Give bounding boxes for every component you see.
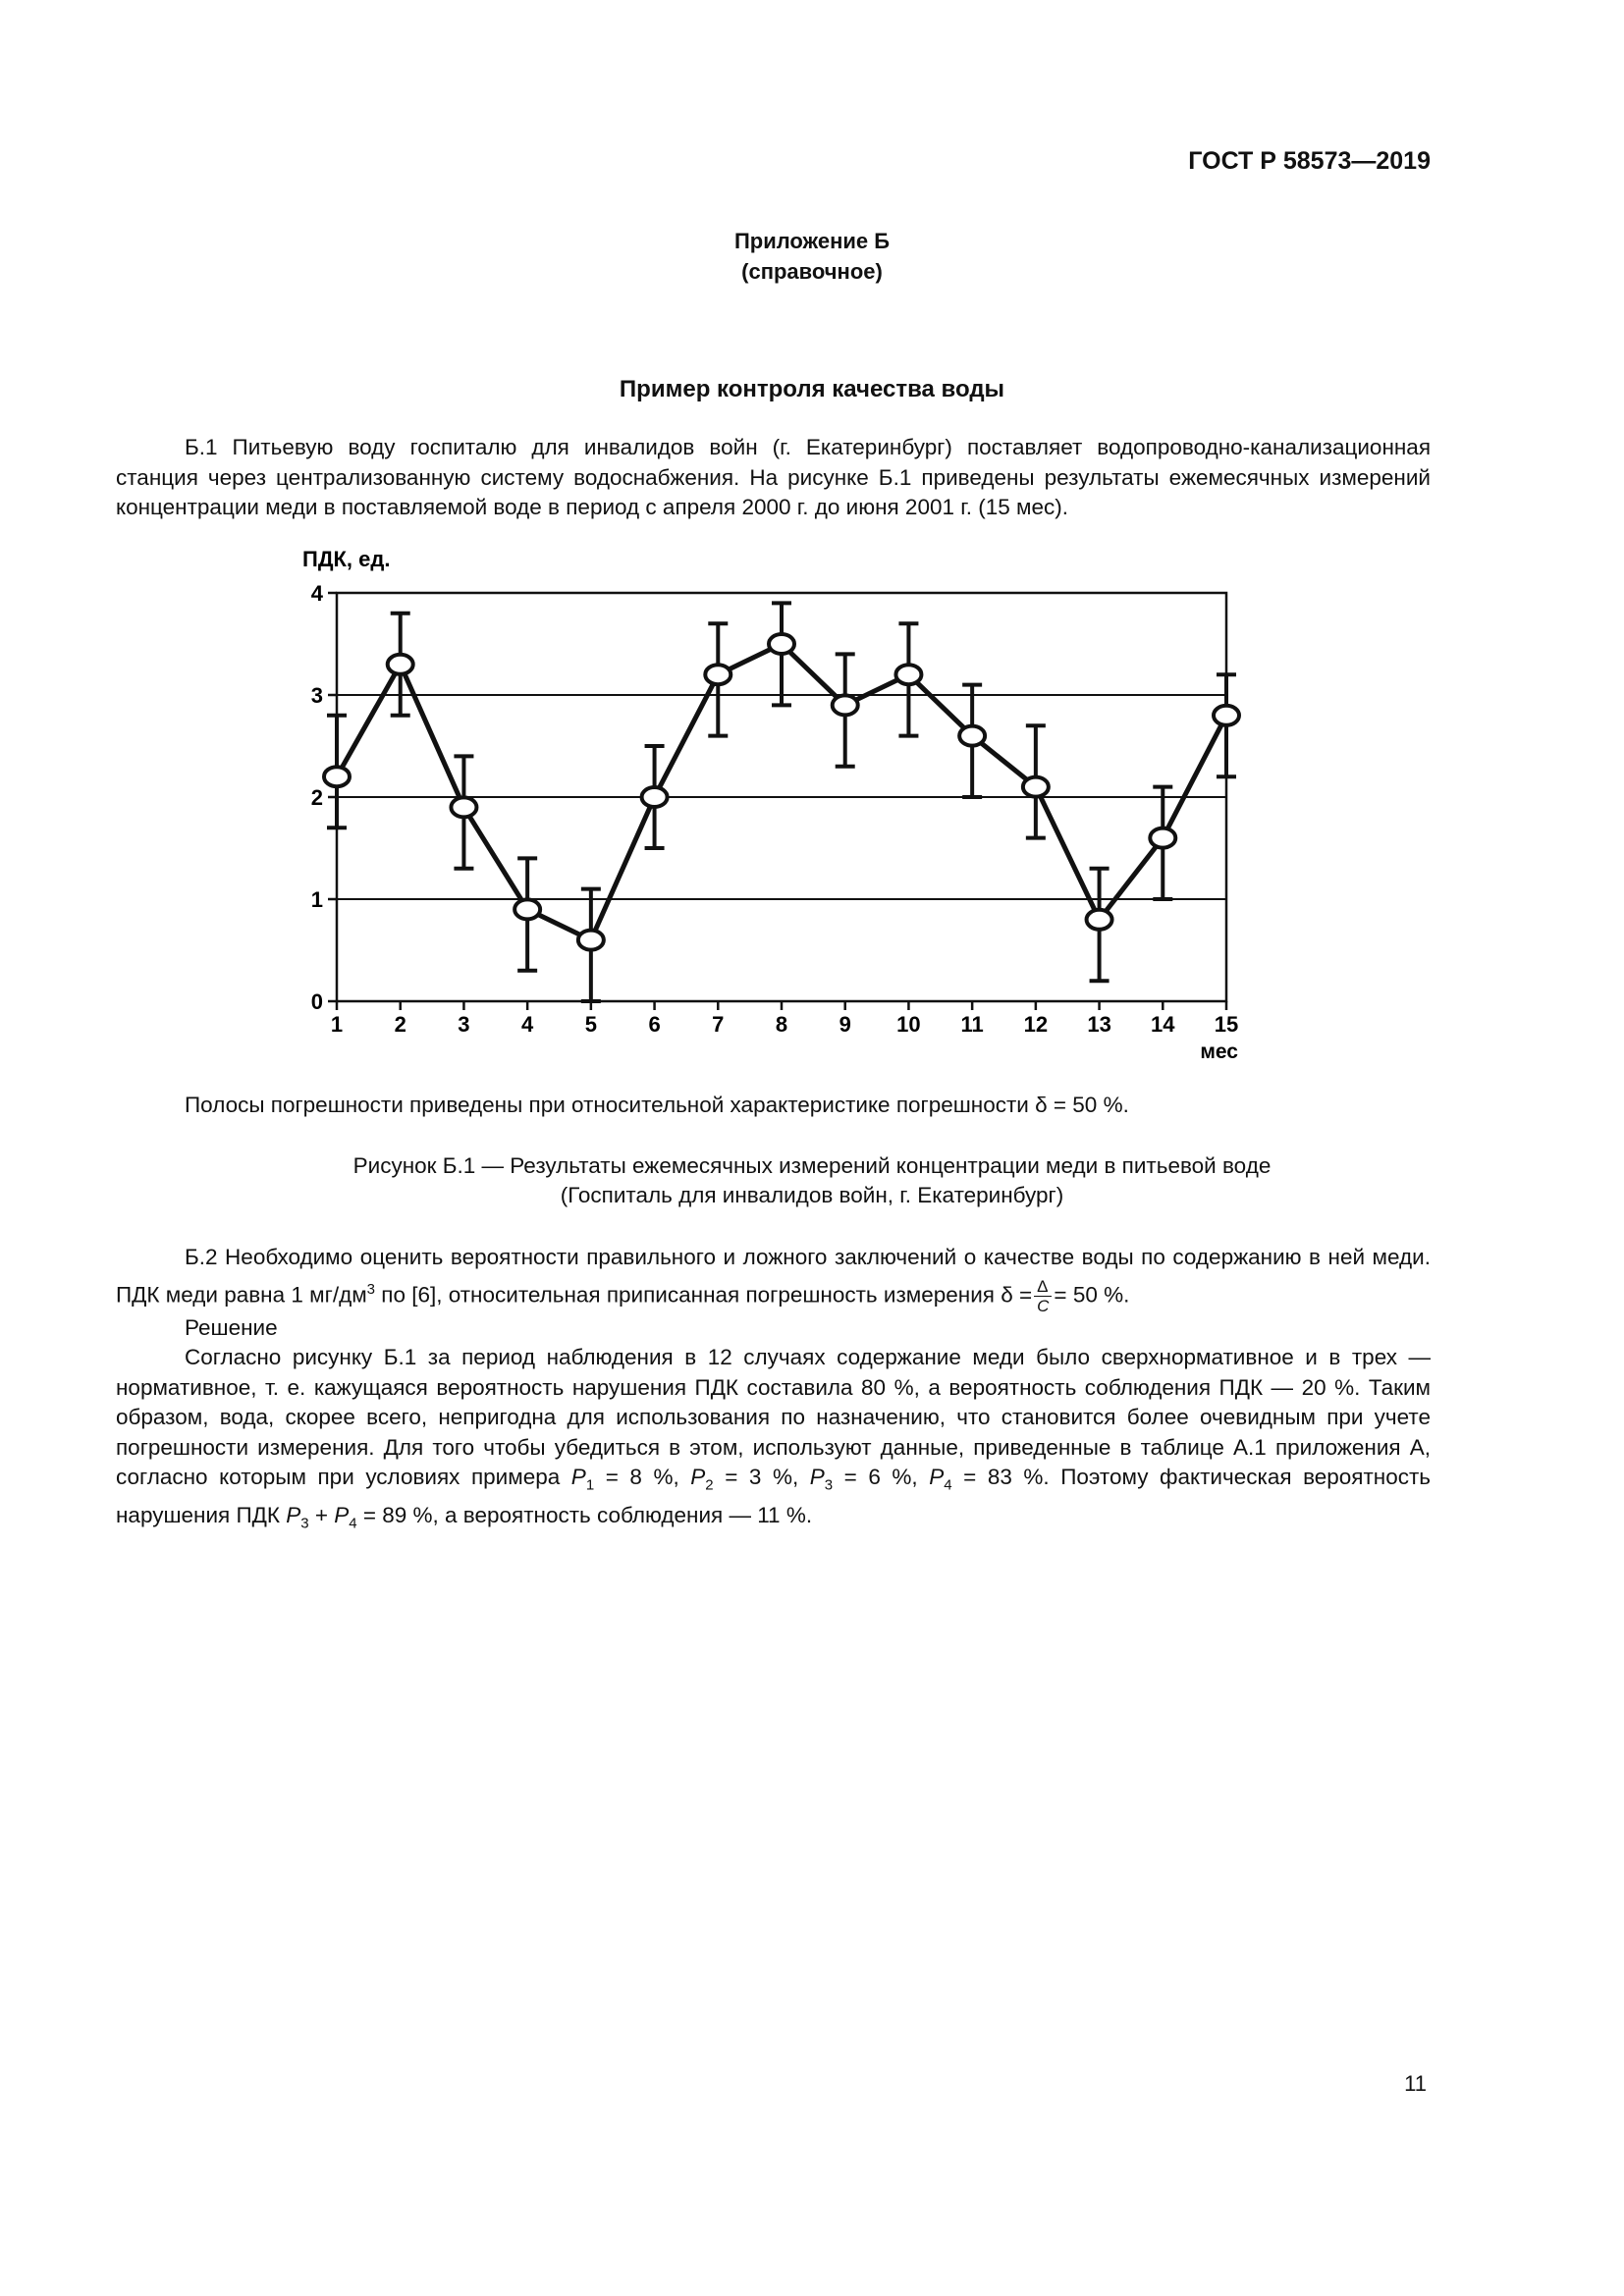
data-point xyxy=(388,655,413,674)
paragraph-b1-text: Б.1 Питьевую воду госпиталю для инвалидов войн (г. Екатеринбург) поставляет водопроводно-канализационная станция через централизованную систему водоснабжения. На рисунке Б.1 приведены результаты ежемесячных измерений концентрации меди в поставляемой воде в период с апреля 2000 г. до июня 2001 г. (15 мес). xyxy=(116,435,1431,519)
section-title: Пример контроля качества воды xyxy=(619,376,1005,402)
x-tick-label: 8 xyxy=(775,1012,788,1037)
y-tick-label: 3 xyxy=(310,683,323,708)
data-point xyxy=(895,665,921,684)
paragraph-b2-part1: Б.2 Необходимо оценить вероятности правильного и ложного заключений о качестве воды по содержанию в ней меди. ПДК меди равна 1 мг/дм xyxy=(116,1245,1431,1308)
y-tick-label: 2 xyxy=(310,785,323,810)
y-tick-label: 4 xyxy=(310,581,323,606)
data-point xyxy=(642,787,668,807)
plus-sign: + xyxy=(308,1503,335,1527)
x-tick-label: 2 xyxy=(394,1012,406,1037)
chart-xlabel: мес xyxy=(1200,1041,1238,1063)
caption-line-1: Рисунок Б.1 — Результаты ежемесячных измерений концентрации меди в питьевой воде xyxy=(352,1153,1272,1178)
x-axis-ticks xyxy=(331,1001,1238,1037)
delta-symbol: δ = xyxy=(1001,1282,1033,1308)
paragraph-b2 xyxy=(116,1241,1431,1315)
p2-value: = 3 %, xyxy=(713,1465,810,1489)
error-fraction xyxy=(1034,1277,1052,1315)
data-point xyxy=(959,726,985,746)
data-point xyxy=(833,695,858,715)
p-symbol: P xyxy=(286,1503,301,1527)
y-axis-ticks xyxy=(311,581,337,1014)
p-index: 4 xyxy=(944,1476,952,1494)
x-tick-label: 7 xyxy=(712,1012,725,1037)
x-tick-label: 4 xyxy=(521,1012,534,1037)
figure-caption xyxy=(0,1151,1624,1210)
p-index: 2 xyxy=(705,1476,714,1494)
y-tick-label: 1 xyxy=(310,887,323,912)
fraction-denominator: C xyxy=(1037,1297,1050,1316)
solution-text: Согласно рисунку Б.1 за период наблюдения в 12 случаях содержание меди было сверхнормативное и в трех — нормативное, т. е. кажущаяся вероятность нарушения ПДК составила 80 %, а вероятность соблюдения ПДК — 20 %. Таким образом, вода, скорее всего, непригодна для использования по назначению, что становится более очевидным при учете погрешности измерения. Для того чтобы убедиться в этом, используют данные, приведенные в таблице А.1 приложения А, согласно которым при условиях примера xyxy=(116,1345,1431,1489)
appendix-subtitle: (справочное) xyxy=(741,259,883,284)
appendix-title: Приложение Б xyxy=(733,229,891,253)
x-tick-label: 12 xyxy=(1023,1012,1049,1037)
paragraph-b2-part2: по [6], относительная приписанная погрешность измерения xyxy=(375,1282,1001,1308)
fraction-numerator: Δ xyxy=(1034,1277,1052,1297)
caption-line-2: (Госпиталь для инвалидов войн, г. Екатеринбург) xyxy=(560,1183,1064,1207)
chart-note: Полосы погрешности приведены при относительной характеристике погрешности δ = 50 %. xyxy=(185,1093,1129,1117)
p3-value: = 6 %, xyxy=(833,1465,930,1489)
x-tick-label: 14 xyxy=(1151,1012,1175,1037)
data-point xyxy=(514,899,540,919)
x-tick-label: 5 xyxy=(584,1012,597,1037)
p-index: 1 xyxy=(585,1476,595,1494)
x-tick-label: 11 xyxy=(960,1012,984,1037)
p-symbol: P xyxy=(809,1465,825,1489)
x-tick-label: 10 xyxy=(896,1012,921,1037)
p-index: 3 xyxy=(300,1515,309,1532)
y-tick-label: 0 xyxy=(310,989,323,1014)
x-tick-label: 6 xyxy=(648,1012,661,1037)
data-point xyxy=(578,931,604,950)
unit-exponent: 3 xyxy=(366,1281,376,1298)
data-point xyxy=(1087,910,1112,930)
x-tick-label: 1 xyxy=(330,1012,344,1037)
p-index: 4 xyxy=(349,1515,357,1532)
data-point xyxy=(324,767,350,786)
data-point xyxy=(1150,828,1175,848)
sum-value: = 89 %, а вероятность соблюдения — 11 %. xyxy=(356,1503,813,1527)
solution-paragraph xyxy=(116,1343,1431,1539)
p-symbol: P xyxy=(690,1465,706,1489)
x-tick-label: 15 xyxy=(1214,1012,1239,1037)
x-tick-label: 3 xyxy=(458,1012,470,1037)
p-symbol: P xyxy=(334,1503,350,1527)
data-point xyxy=(769,634,794,654)
paragraph-b2-part3: = 50 %. xyxy=(1054,1282,1130,1308)
data-point xyxy=(451,797,476,817)
data-point xyxy=(1023,777,1049,797)
appendix-heading xyxy=(0,226,1624,287)
p-symbol: P xyxy=(929,1465,945,1489)
solution-label-line xyxy=(116,1313,1431,1344)
p1-value: = 8 %, xyxy=(594,1465,691,1489)
document-id: ГОСТ Р 58573—2019 xyxy=(1188,147,1431,175)
p-symbol: P xyxy=(570,1465,586,1489)
data-point xyxy=(705,665,731,684)
p-index: 3 xyxy=(824,1476,834,1494)
copper-concentration-chart xyxy=(285,540,1247,1070)
p4-value: = 83 %. Поэтому фактическая вероятность нарушения ПДК xyxy=(116,1465,1432,1527)
paragraph-b1 xyxy=(116,433,1431,523)
x-tick-label: 13 xyxy=(1087,1012,1111,1037)
solution-label: Решение xyxy=(185,1315,278,1340)
data-point xyxy=(1214,706,1239,725)
chart-ylabel: ПДК, ед. xyxy=(302,547,391,571)
x-tick-label: 9 xyxy=(839,1012,851,1037)
page-number: 11 xyxy=(1404,2071,1427,2096)
